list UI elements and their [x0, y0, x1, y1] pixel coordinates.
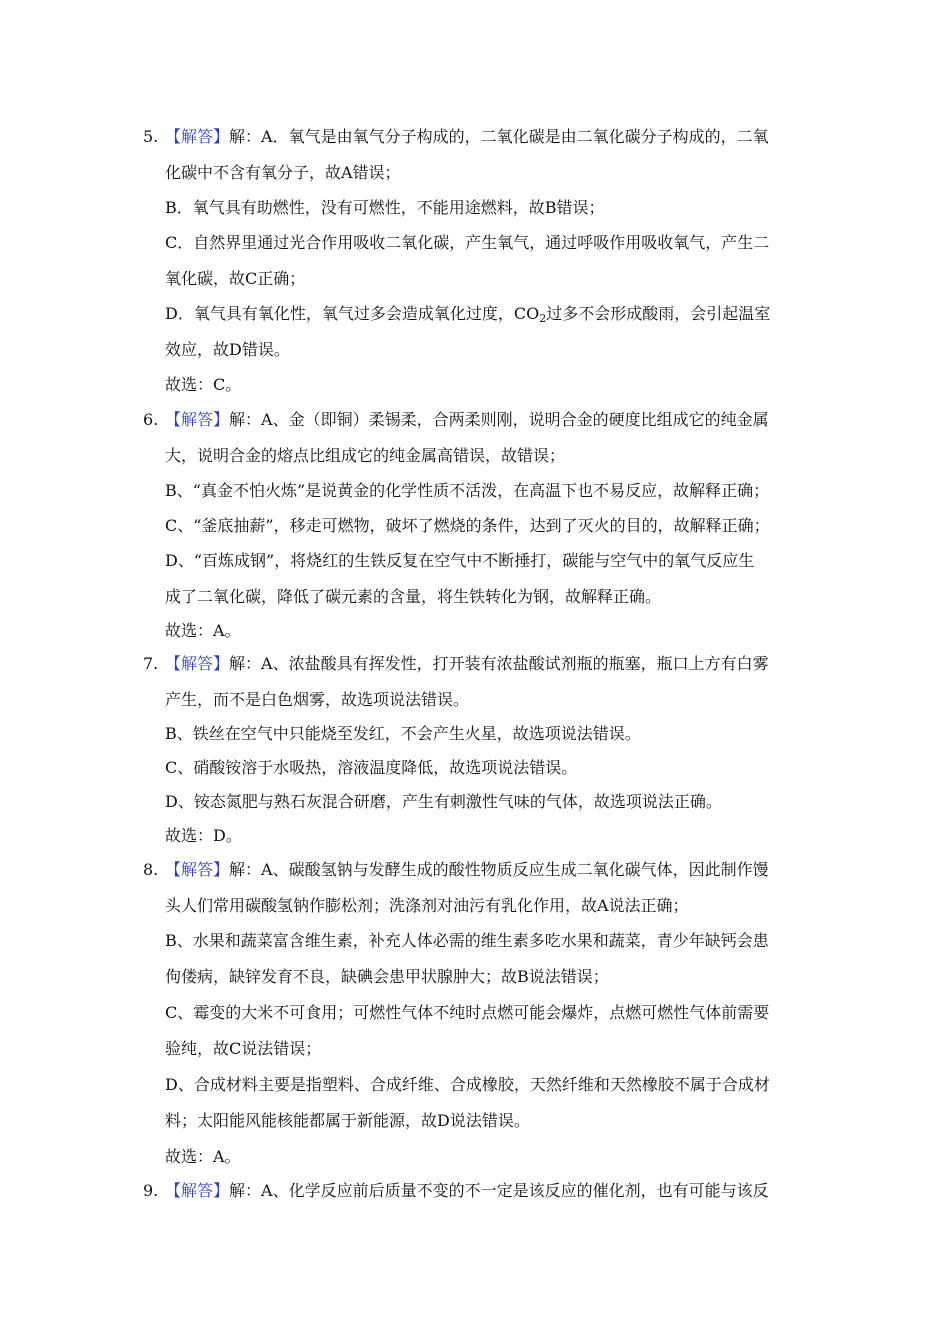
answer-tag: 【解答】 — [165, 1181, 230, 1200]
answer-line: 成了二氧化碳，降低了碳元素的含量，将生铁转化为钢，故解释正确。 — [165, 587, 662, 606]
answer-line: 化碳中不含有氧分子，故A错误； — [165, 163, 401, 182]
answer-tag: 【解答】 — [165, 860, 230, 879]
answer-line: B、水果和蔬菜富含维生素，补充人体必需的维生素多吃水果和蔬菜，青少年缺钙会患 — [165, 931, 769, 950]
answer-line: D、合成材料主要是指塑料、合成纤维、合成橡胶，天然纤维和天然橡胶不属于合成材 — [165, 1075, 770, 1094]
subscript-two: 2 — [539, 312, 547, 325]
answer-line: 验纯，故C说法错误； — [165, 1039, 322, 1058]
answer-line: C、“釜底抽薪”，移走可燃物，破坏了燃烧的条件，达到了灭火的目的，故解释正确； — [165, 516, 770, 535]
answer-first-line — [165, 653, 769, 675]
answer-tag: 【解答】 — [165, 127, 230, 146]
answer-line-with-formula — [165, 303, 770, 325]
answer-first-line — [165, 859, 769, 881]
answer-line: C、霉变的大米不可食用；可燃性气体不纯时点燃可能会爆炸，点燃可燃性气体前需要 — [165, 1003, 770, 1022]
answer-line: 效应，故D错误。 — [165, 340, 290, 359]
answer-line: D．氧气具有氧化性，氧气过多会造成氧化过度，$CO_2$过多不会形成酸雨，会引起温室 — [165, 304, 771, 325]
answer-line: C、硝酸铵溶于水吸热，溶液温度降低，故选项说法错误。 — [165, 758, 578, 777]
answer-first-line — [165, 126, 769, 148]
answer-choice: 故选：A。 — [165, 1147, 241, 1166]
answer-first-line — [165, 409, 769, 431]
answer-number: 5. — [143, 127, 159, 146]
answer-line: D、“百炼成钢”，将烧红的生铁反复在空气中不断捶打，碳能与空气中的氧气反应生 — [165, 551, 755, 570]
answer-tag: 【解答】 — [165, 654, 230, 673]
answer-line: 料；太阳能风能核能都属于新能源，故D说法错误。 — [165, 1111, 530, 1130]
answer-line: 佝偻病，缺锌发育不良，缺碘会患甲状腺肿大；故B说法错误； — [165, 967, 609, 986]
answer-line: B、“真金不怕火炼”是说黄金的化学性质不活泼，在高温下也不易反应，故解释正确； — [165, 481, 770, 500]
answer-line: 氧化碳，故C正确； — [165, 269, 306, 288]
answer-line: 解：A、碳酸氢钠与发酵生成的酸性物质反应生成二氧化碳气体，因此制作馒 — [229, 860, 769, 879]
answer-line: 解：A．氧气是由氧气分子构成的，二氧化碳是由二氧化碳分子构成的，二氧 — [229, 127, 769, 146]
answer-line: 解：A、化学反应前后质量不变的不一定是该反应的催化剂，也有可能与该反 — [229, 1181, 769, 1200]
answer-line: 产生，而不是白色烟雾，故选项说法错误。 — [165, 690, 470, 709]
answer-line: B．氧气具有助燃性，没有可燃性，不能用途燃料，故B错误； — [165, 198, 605, 217]
answer-line: 头人们常用碳酸氢钠作膨松剂；洗涤剂对油污有乳化作用，故A说法正确； — [165, 896, 689, 915]
answer-line: 大，说明合金的熔点比组成它的纯金属高错误，故错误； — [165, 446, 566, 465]
answer-line: 解：A、浓盐酸具有挥发性，打开装有浓盐酸试剂瓶的瓶塞，瓶口上方有白雾 — [229, 654, 769, 673]
answer-line: C．自然界里通过光合作用吸收二氧化碳，产生氧气，通过呼吸作用吸收氧气，产生二 — [165, 233, 770, 252]
answer-choice: 故选：D。 — [165, 826, 242, 845]
answer-choice: 故选：A。 — [165, 621, 241, 640]
answer-number: 8. — [143, 860, 159, 879]
answer-line: 解：A、金（即铜）柔锡柔，合两柔则刚，说明合金的硬度比组成它的纯金属 — [229, 410, 769, 429]
answer-number: 6. — [143, 410, 159, 429]
answer-choice: 故选：C。 — [165, 375, 242, 394]
answer-number: 9. — [143, 1181, 159, 1200]
answer-tag: 【解答】 — [165, 410, 230, 429]
answer-line: D、铵态氮肥与熟石灰混合研磨，产生有刺激性气味的气体，故选项说法正确。 — [165, 792, 722, 811]
answer-number: 7. — [143, 654, 159, 673]
answer-line: B、铁丝在空气中只能烧至发红，不会产生火星，故选项说法错误。 — [165, 724, 641, 743]
answer-first-line — [165, 1180, 769, 1202]
